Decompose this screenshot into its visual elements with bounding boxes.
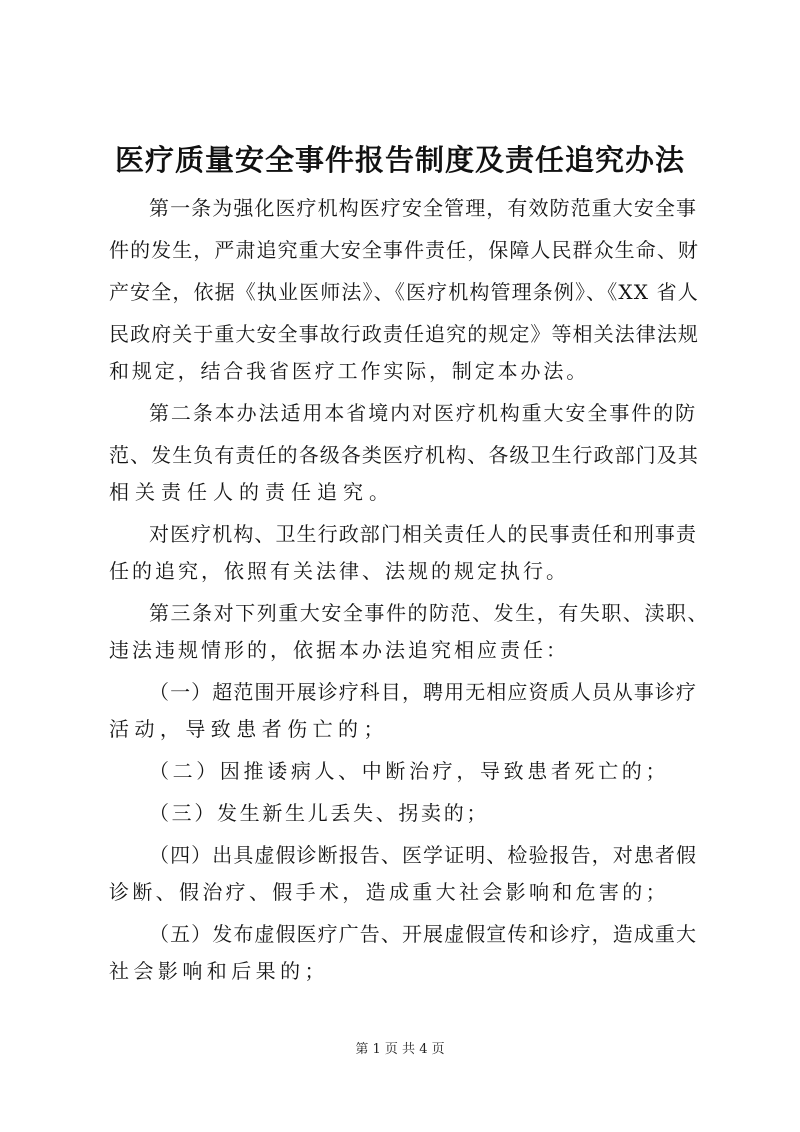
paragraph-line: 民政府关于重大安全事故行政责任追究的规定》等相关法律法规 (109, 322, 699, 346)
paragraph-line: 第三条对下列重大安全事件的防范、发生，有失职、渎职、 (149, 601, 710, 625)
page-number-footer: 第 1 页 共 4 页 (355, 1042, 445, 1057)
paragraph-line: 产安全，依据《执业医师法》、《医疗机构管理条例》、《XX 省人 (109, 280, 699, 304)
paragraph-line: 诊断、假治疗、假手术，造成重大社会影响和危害的； (109, 880, 669, 904)
paragraph-line: 范、发生负有责任的各级各类医疗机构、各级卫生行政部门及其 (109, 443, 699, 467)
paragraph-line: 第一条为强化医疗机构医疗安全管理，有效防范重大安全事 (149, 196, 698, 220)
paragraph-line: 违法违规情形的，依据本办法追究相应责任： (109, 638, 569, 662)
paragraph-line: 件的发生，严肃追究重大安全事件责任，保障人民群众生命、财 (109, 238, 699, 262)
paragraph-line: （二）因推诿病人、中断治疗，导致患者死亡的； (149, 759, 670, 783)
paragraph-line: 对医疗机构、卫生行政部门相关责任人的民事责任和刑事责 (149, 522, 698, 546)
paragraph-line: （三）发生新生儿丢失、拐卖的； (149, 801, 490, 825)
paragraph-line: 社会影响和后果的； (109, 959, 329, 983)
document-title: 医疗质量安全事件报告制度及责任追究办法 (114, 143, 685, 177)
paragraph-line: （四）出具虚假诊断报告、医学证明、检验报告，对患者假 (149, 843, 698, 867)
paragraph-line: 任的追究，依照有关法律、法规的规定执行。 (109, 559, 569, 583)
paragraph-line: 和规定，结合我省医疗工作实际，制定本办法。 (109, 359, 590, 383)
paragraph-line: 活动，导致患者伤亡的； (109, 717, 389, 741)
paragraph-line: （一）超范围开展诊疗科目，聘用无相应资质人员从事诊疗 (149, 680, 698, 704)
paragraph-line: 第二条本办法适用本省境内对医疗机构重大安全事件的防 (149, 401, 697, 425)
paragraph-line: 相关责任人的责任追究。 (109, 480, 395, 504)
paragraph-line: （五）发布虚假医疗广告、开展虚假宣传和诊疗，造成重大 (149, 922, 698, 946)
